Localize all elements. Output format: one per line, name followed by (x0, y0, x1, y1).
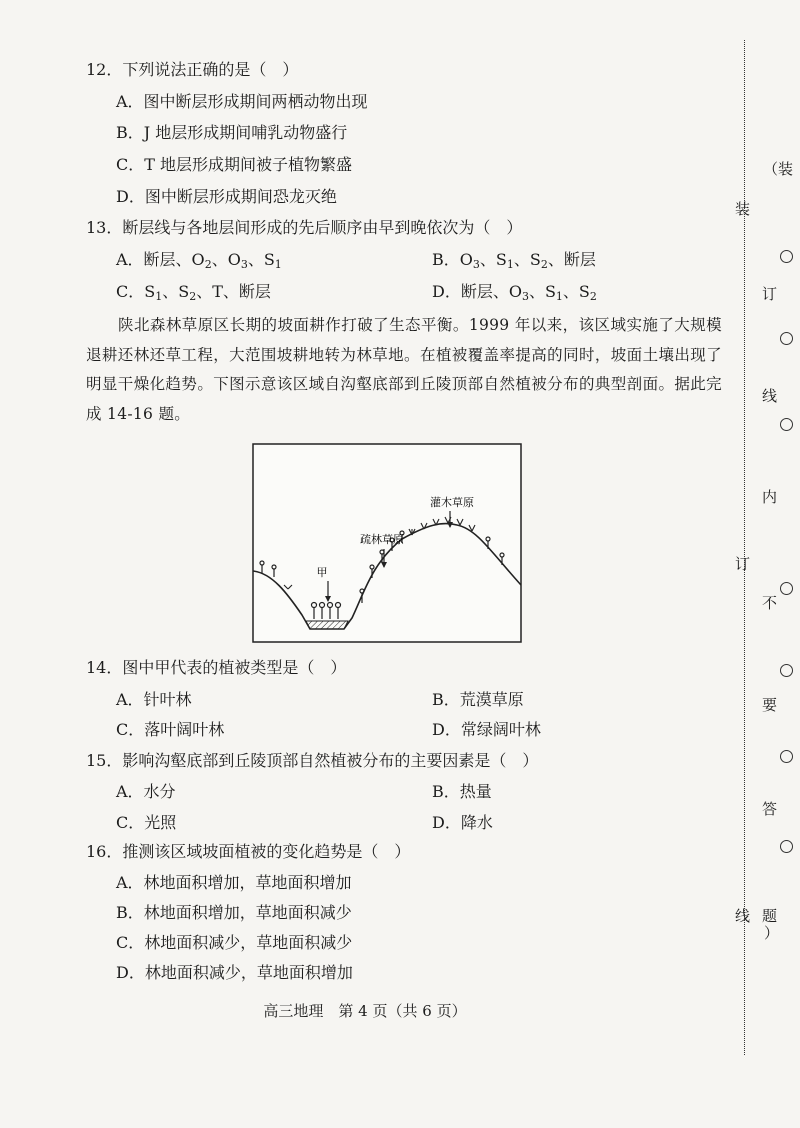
binding-text-nei: 内 (762, 488, 778, 506)
question-14-stem: 14．图中甲代表的植被类型是（ ） (86, 658, 347, 677)
q14-option-b: B．荒漠草原 (432, 690, 524, 709)
binding-text-top: （装 (763, 160, 794, 178)
binding-circle (780, 840, 793, 853)
q15-option-a: A．水分 (116, 782, 176, 801)
q16-option-a: A．林地面积增加，草地面积增加 (116, 873, 352, 892)
label-shrub-grassland: 灌木草原 (430, 496, 474, 509)
binding-text-zhuang: 装 (735, 200, 751, 218)
q13-option-d: D．断层、$O_3$、$S_1$、$S_2$ (432, 282, 597, 303)
q15-option-d: D．降水 (432, 813, 493, 832)
q14-option-d: D．常绿阔叶林 (432, 720, 541, 739)
binding-text-ti: 题 (762, 907, 778, 925)
q16-option-b: B．林地面积增加，草地面积减少 (116, 903, 352, 922)
binding-text-xian: 线 (762, 387, 778, 405)
gully-bottom-hatch (306, 621, 348, 629)
binding-circle (780, 332, 793, 345)
q12-option-c: C．T 地层形成期间被子植物繁盛 (116, 155, 353, 174)
binding-dotted-line (744, 40, 746, 1055)
binding-text-ding2: 订 (735, 555, 751, 573)
label-sparse-forest-grassland: 疏林草原 (360, 533, 404, 546)
q15-option-b: B．热量 (432, 782, 492, 801)
q16-option-d: D．林地面积减少，草地面积增加 (116, 963, 353, 982)
question-15-stem: 15．影响沟壑底部到丘陵顶部自然植被分布的主要因素是（ ） (86, 751, 539, 770)
label-jia: 甲 (316, 566, 328, 579)
page-footer: 高三地理 第 4 页（共 6 页） (263, 1002, 467, 1020)
q13-option-c: C．$S_1$、$S_2$、T、断层 (116, 282, 271, 303)
q15-option-c: C．光照 (116, 813, 177, 832)
q14-option-a: A．针叶林 (116, 690, 192, 709)
binding-text-xian2: 线 (735, 907, 751, 925)
binding-text-ding: 订 (762, 285, 778, 303)
binding-circle (780, 418, 793, 431)
binding-circle (780, 664, 793, 677)
reading-passage: 陕北森林草原区长期的坡面耕作打破了生态平衡。1999 年以来，该区域实施了大规模退耕还林还草工程，大范围坡耕地转为林草地。在植被覆盖率提高的同时，坡面土壤出现了明显干燥化趋势。下图示意该区域自沟壑底部到丘陵顶部自然植被分布的典型剖面。据此完成 14-16 题。 (86, 316, 722, 423)
binding-text-da: 答 (762, 800, 778, 818)
q16-option-c: C．林地面积减少，草地面积减少 (116, 933, 353, 952)
binding-text-bu: 不 (762, 594, 778, 612)
binding-circle (780, 582, 793, 595)
q14-option-c: C．落叶阔叶林 (116, 720, 225, 739)
q12-option-a: A．图中断层形成期间两栖动物出现 (116, 92, 368, 111)
question-16-stem: 16．推测该区域坡面植被的变化趋势是（ ） (86, 842, 411, 861)
q12-option-b: B．J 地层形成期间哺乳动物盛行 (116, 123, 348, 142)
binding-text-close: ） (764, 924, 780, 942)
question-13-stem: 13．断层线与各地层间形成的先后顺序由早到晚依次为（ ） (86, 218, 523, 237)
question-12-stem: 12．下列说法正确的是（ ） (86, 60, 299, 79)
q13-option-a: A．断层、$O_2$、$O_3$、$S_1$ (116, 250, 282, 271)
binding-circle (780, 750, 793, 763)
q12-option-d: D．图中断层形成期间恐龙灭绝 (116, 187, 337, 206)
binding-text-yao: 要 (762, 696, 778, 714)
q13-option-b: B．$O_3$、$S_1$、$S_2$、断层 (432, 250, 596, 271)
binding-circle (780, 250, 793, 263)
vegetation-profile-figure (252, 443, 522, 643)
